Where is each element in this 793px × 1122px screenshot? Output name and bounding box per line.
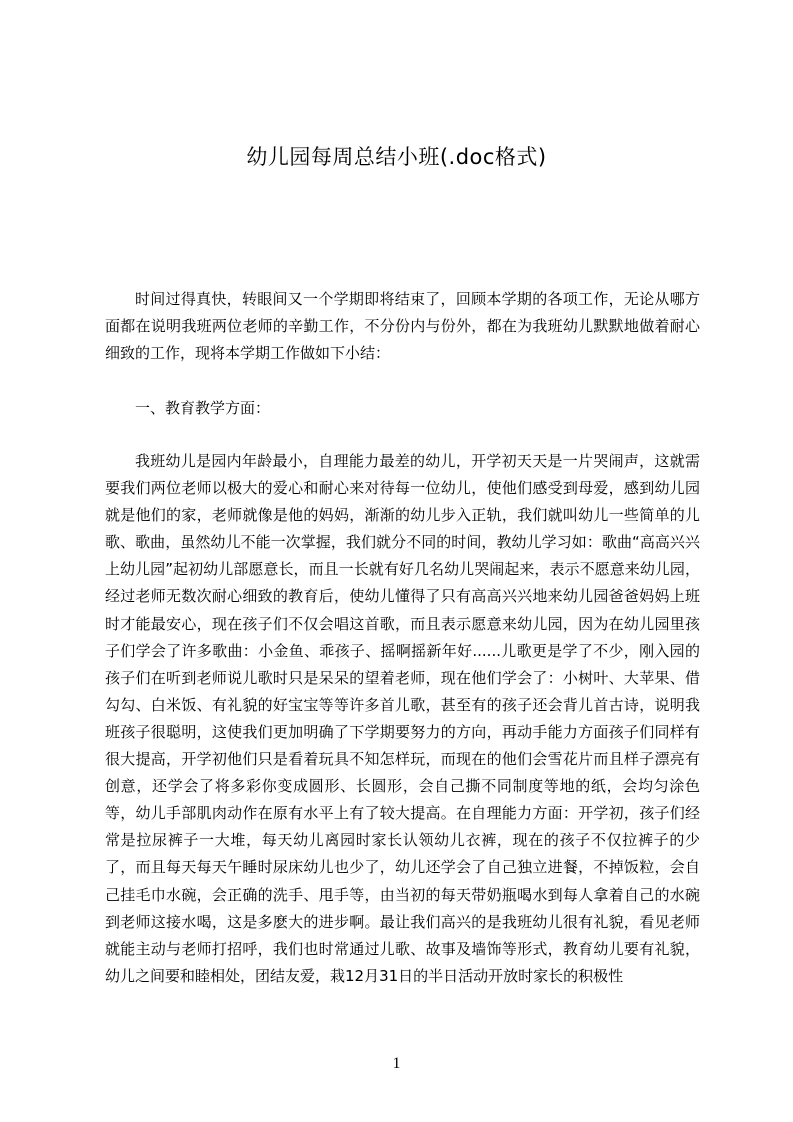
document-title: 幼儿园每周总结小班(.doc格式) (246, 145, 547, 169)
page-number: 1 (392, 1055, 401, 1072)
section-heading: 一、教育教学方面： (135, 399, 271, 417)
intro-paragraph: 时间过得真快，转眼间又一个学期即将结束了，回顾本学期的各项工作，无论从哪方面都在说明我班两位老师的辛勤工作，不分份内与份外，都在为我班幼儿默默地做着耐心细致的工作，现将本学期工作做如下小结： (105, 290, 700, 363)
body-paragraph: 我班幼儿是园内年龄最小，自理能力最差的幼儿，开学初天天是一片哭闹声，这就需要我们两位老师以极大的爱心和耐心来对待每一位幼儿，使他们感受到母爱，感到幼儿园就是他们的家，老师就像是他的妈妈，渐渐的幼儿步入正轨，我们就叫幼儿一些简单的儿歌、歌曲，虽然幼儿不能一次掌握，我们就分不同的时间，教幼儿学习如：歌曲“高高兴兴上幼儿园”起初幼儿部愿意长，而且一长就有好几名幼儿哭闹起来，表示不愿意来幼儿园，经过老师无数次耐心细致的教育后，使幼儿懂得了只有高高兴兴地来幼儿园爸爸妈妈上班时才能最安心，现在孩子们不仅会唱这首歌，而且表示愿意来幼儿园，因为在幼儿园里孩子们学会了许多歌曲：小金鱼、乖孩子、摇啊摇新年好......儿歌更是学了不少，刚入园的孩子们在听到老师说儿歌时只是呆呆的望着老师，现在他们学会了：小树叶、大苹果、借勾勾、白米饭、有礼貌的好宝宝等等许多首儿歌，甚至有的孩子还会背儿首古诗，说明我班孩子很聪明，这使我们更加明确了下学期要努力的方向，再动手能力方面孩子们同样有很大提高，开学初他们只是看着玩具不知怎样玩，而现在的他们会雪花片而且样子漂亮有创意，还学会了将多彩你变成圆形、长圆形，会自己撕不同制度等地的纸，会均匀涂色等，幼儿手部肌肉动作在原有水平上有了较大提高。在自理能力方面：开学初，孩子们经常是拉尿裤子一大堆，每天幼儿离园时家长认领幼儿衣裤，现在的孩子不仅拉裤子的少了，而且每天每天午睡时尿床幼儿也少了，幼儿还学会了自己独立进餐，不掉饭粒，会自己挂毛巾水碗，会正确的洗手、甩手等，由当初的每天带奶瓶喝水到每人拿着自己的水碗到老师这接水喝，这是多麽大的进步啊。最让我们高兴的是我班幼儿很有礼貌，看见老师就能主动与老师打招呼，我们也时常通过儿歌、故事及墙饰等形式，教育幼儿要有礼貌，幼儿之间要和睦相处，团结友爱，栽12月31日的半日活动开放时家长的积极性 (105, 452, 700, 985)
